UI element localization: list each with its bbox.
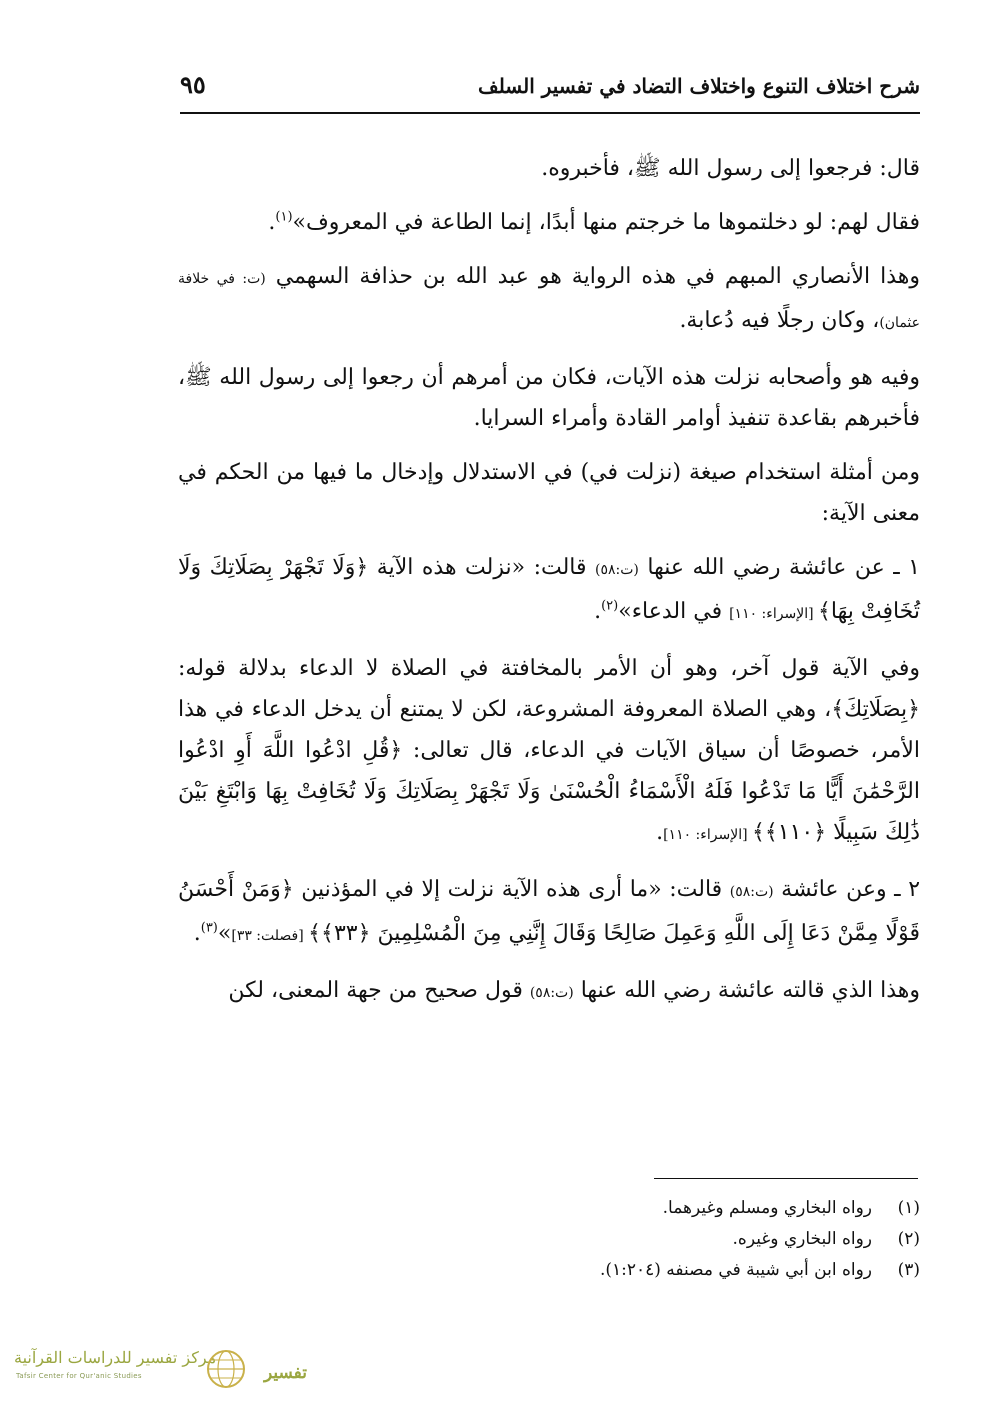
footnote-number: (١)	[897, 1198, 920, 1218]
footnote-3	[200, 1255, 920, 1286]
paragraph-text: في الدعاء»	[618, 599, 730, 624]
paragraph-5	[178, 452, 920, 534]
death-date-note: (ت:٥٨)	[529, 985, 574, 1001]
paragraph-end: .	[268, 210, 276, 235]
footnote-divider	[654, 1178, 918, 1179]
verse-reference: [الإسراء: ١١٠]	[663, 827, 752, 843]
footnote-text: رواه البخاري وغيره.	[732, 1229, 872, 1249]
footnote-ref-2[interactable]: (٢)	[601, 598, 619, 614]
paragraph-text: قالت: «نزلت هذه الآية	[368, 555, 595, 580]
quran-verse: ﴿وَلَا تَجْهَرْ بِصَلَاتِكَ وَلَا تُخَافِتْ بِهَا﴾	[178, 555, 920, 624]
paragraph-9	[178, 970, 920, 1014]
footnote-number: (٣)	[897, 1260, 920, 1280]
paragraph-text: قول صحيح من جهة المعنى، لكن	[228, 978, 530, 1003]
paragraph-4	[178, 357, 920, 439]
paragraph-end: .	[193, 921, 201, 946]
footnote-2	[200, 1224, 920, 1255]
footnote-text: رواه البخاري ومسلم وغيرهما.	[662, 1198, 872, 1218]
paragraph-6	[178, 547, 920, 635]
paragraph-text: ومن أمثلة استخدام صيغة (نزلت في) في الاستدلال وإدخال ما فيها من الحكم في معنى الآية:	[178, 460, 920, 526]
paragraph-8	[178, 869, 920, 957]
paragraph-3	[178, 256, 920, 344]
death-date-note: (ت: في خلافة عثمان)	[178, 271, 920, 331]
logo-english-text: Tafsir Center for Qur'anic Studies	[16, 1372, 142, 1380]
svg-text:تفسير: تفسير	[264, 1363, 308, 1383]
paragraph-text: ١ ـ عن عائشة رضي الله عنها	[638, 555, 920, 580]
footnote-ref-3[interactable]: (٣)	[200, 920, 218, 936]
tafsir-center-logo	[8, 1346, 308, 1392]
paragraph-text: قالت: «ما أرى هذه الآية نزلت إلا في المؤذنين	[293, 877, 730, 902]
paragraph-text: ٢ ـ وعن عائشة	[773, 877, 921, 902]
paragraph-end: .	[594, 599, 602, 624]
paragraph-text: ، وكان رجلًا فيه دُعابة.	[679, 308, 880, 333]
paragraph-1	[178, 148, 920, 189]
header-divider	[180, 112, 920, 114]
paragraph-end: .	[656, 820, 664, 845]
paragraph-text: وهذا الأنصاري المبهم في هذه الرواية هو عبد الله بن حذافة السهمي	[265, 264, 921, 289]
logo-arabic-text: مركز تفسير للدراسات القرآنية	[14, 1348, 217, 1367]
globe-logo-icon	[204, 1348, 308, 1390]
quran-verse: ﴿قُلِ ادْعُوا اللَّهَ أَوِ ادْعُوا الرَّحْمَٰنَ أَيًّا مَا تَدْعُوا فَلَهُ الْأَسْمَاءُ الْحُسْنَىٰ وَلَا تَجْهَرْ بِصَلَاتِكَ وَلَا تُخَافِتْ بِهَا وَابْتَغِ بَيْنَ ذَٰلِكَ سَبِيلًا ﴿١١٠﴾﴾	[178, 738, 920, 845]
footnote-ref-1[interactable]: (١)	[275, 209, 293, 225]
header-title: شرح اختلاف التنوع واختلاف التضاد في تفسير السلف	[477, 74, 920, 98]
paragraph-text: وفيه هو وأصحابه نزلت هذه الآيات، فكان من أمرهم أن رجعوا إلى رسول الله ﷺ، فأخبرهم بقاعدة تنفيذ أوامر القادة وأمراء السرايا.	[178, 365, 920, 431]
body-text	[178, 148, 920, 1014]
quran-verse: ﴿بِصَلَاتِكَ﴾	[831, 697, 920, 722]
paragraph-text: فقال لهم: لو دخلتموها ما خرجتم منها أبدًا، إنما الطاعة في المعروف»	[292, 210, 920, 235]
footnote-number: (٢)	[897, 1229, 920, 1249]
death-date-note: (ت:٥٨)	[729, 884, 774, 900]
paragraph-text: »	[217, 921, 232, 946]
running-header	[180, 70, 920, 110]
paragraph-2	[178, 202, 920, 243]
footnote-text: رواه ابن أبي شيبة في مصنفه (١:٢٠٤).	[599, 1260, 872, 1280]
page-number: ٩٥	[180, 70, 206, 99]
paragraph-text: وفي الآية قول آخر، وهو أن الأمر بالمخافتة في الصلاة لا الدعاء بدلالة قوله:	[178, 656, 920, 681]
paragraph-text: وهذا الذي قالته عائشة رضي الله عنها	[573, 978, 920, 1003]
verse-reference: [الإسراء: ١١٠]	[729, 606, 818, 622]
quran-verse: ﴿وَمَنْ أَحْسَنُ قَوْلًا مِمَّنْ دَعَا إِلَى اللَّهِ وَعَمِلَ صَالِحًا وَقَالَ إِنَّنِي مِنَ الْمُسْلِمِينَ ﴿٣٣﴾﴾	[178, 877, 920, 946]
footnotes	[200, 1193, 920, 1286]
death-date-note: (ت:٥٨)	[595, 562, 639, 578]
paragraph-text: قال: فرجعوا إلى رسول الله ﷺ، فأخبروه.	[541, 156, 920, 181]
paragraph-text: ، وهي الصلاة المعروفة المشروعة، لكن لا يمتنع أن يدخل الدعاء في هذا الأمر، خصوصًا أن سياق الآيات في الدعاء، قال تعالى:	[178, 697, 921, 763]
footnote-1	[200, 1193, 920, 1224]
paragraph-7	[178, 648, 920, 856]
verse-reference: [فصلت: ٣٣]	[231, 928, 309, 944]
